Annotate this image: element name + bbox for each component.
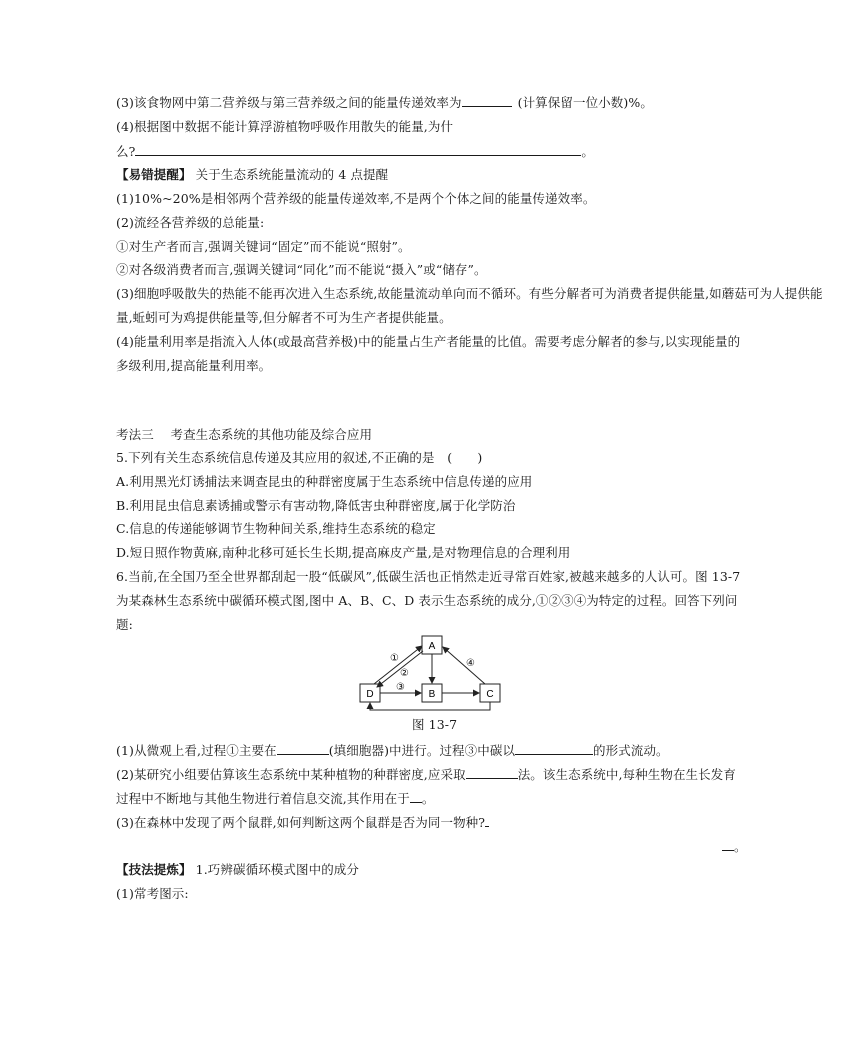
q6-sub2-text-b: 法。该生态系统中,每种生物在生长发育 (517, 767, 736, 782)
q6-sub2-text-c: 过程中不断地与其他生物进行着信息交流,其作用在于 (116, 791, 410, 806)
node-b-label: B (428, 689, 436, 700)
q5-option-b[interactable]: B.利用昆虫信息素诱捕或警示有害动物,降低害虫种群密度,属于化学防治 (116, 498, 516, 513)
q3-line (116, 94, 653, 111)
q6-sub2-text-d: 。 (421, 791, 435, 806)
q4-suffix: 。 (581, 144, 595, 159)
skill-subtitle: 1.巧辨碳循环模式图中的成分 (191, 862, 360, 877)
q3-text: (3)该食物网中第二营养级与第三营养级之间的能量传递效率为 (116, 95, 462, 110)
tip-line-7: (4)能量利用率是指流入人体(或最高营养极)中的能量占生产者能量的比值。需要考虑分解者的参与,以实现能量的 (116, 334, 741, 349)
skill-title: 【技法提炼】 (116, 862, 192, 877)
tip-line-4: ②对各级消费者而言,强调关键词“同化”而不能说“摄入”或“储存”。 (116, 262, 487, 277)
q6-sub3-blank-start[interactable] (485, 814, 489, 827)
node-a-label: A (428, 641, 436, 652)
q6-sub2-text-a: (2)某研究小组要估算该生态系统中某种植物的种群密度,应采取 (116, 767, 466, 782)
q6-line-2: 为某森林生态系统中碳循环模式图,图中 A、B、C、D 表示生态系统的成分,①②③④为特定的过程。回答下列问 (116, 593, 738, 608)
q6-sub3-text: (3)在森林中发现了两个鼠群,如何判断这两个鼠群是否为同一物种? (116, 815, 486, 830)
arrow-c-to-a (443, 647, 485, 684)
process-4-label: ④ (466, 658, 475, 669)
q6-sub1-blank-2[interactable] (515, 742, 593, 755)
q6-sub3-end (722, 838, 747, 855)
skill-title-line (116, 862, 359, 878)
q6-sub1-text-b: (填细胞器)中进行。过程③中碳以 (328, 743, 516, 758)
tip-line-6: 量,蚯蚓可为鸡提供能量等,但分解者不可为生产者提供能量。 (116, 310, 452, 325)
q4-answer-blank[interactable] (135, 143, 581, 156)
q6-sub2-line-2 (116, 790, 434, 807)
tip-title: 【易错提醒】 (116, 167, 192, 182)
q6-sub1-text-a: (1)从微观上看,过程①主要在 (116, 743, 277, 758)
q6-sub3-blank-end[interactable] (722, 838, 734, 851)
process-1-label: ① (390, 653, 399, 664)
q5-stem: 5.下列有关生态系统信息传递及其应用的叙述,不正确的是 ( ) (116, 450, 483, 465)
node-c-label: C (486, 689, 494, 700)
q3-suffix: (计算保留一位小数)%。 (517, 95, 653, 110)
q3-answer-blank[interactable] (462, 94, 512, 107)
q5-option-a[interactable]: A.利用黑光灯诱捕法来调查昆虫的种群密度属于生态系统中信息传递的应用 (116, 474, 533, 489)
arrow-d-to-a (374, 646, 422, 684)
figure-caption: 图 13-7 (412, 717, 458, 732)
arrow-c-to-d (370, 702, 490, 710)
q6-sub1-text-c: 的形式流动。 (593, 743, 669, 758)
q4-line-2 (116, 143, 594, 160)
q4-line-1: (4)根据图中数据不能计算浮游植物呼吸作用散失的能量,为什 (116, 119, 454, 134)
tip-subtitle: 关于生态系统能量流动的 4 点提醒 (191, 167, 389, 182)
process-3-label: ③ (396, 682, 405, 693)
tip-title-line (116, 167, 388, 183)
skill-line-1: (1)常考图示: (116, 886, 189, 901)
q6-sub1 (116, 742, 669, 759)
q6-sub3-end-text: 。 (734, 839, 747, 854)
section-heading: 考法三 考查生态系统的其他功能及综合应用 (116, 427, 373, 442)
tip-line-8: 多级利用,提高能量利用率。 (116, 358, 272, 373)
tip-line-5: (3)细胞呼吸散失的热能不能再次进入生态系统,故能量流动单向而不循环。有些分解者可为消费者提供能量,如蘑菇可为人提供能 (116, 286, 823, 301)
tip-line-1: (1)10%~20%是相邻两个营养级的能量传递效率,不是两个个体之间的能量传递效率。 (116, 191, 596, 206)
q6-line-1: 6.当前,在全国乃至全世界都刮起一股“低碳风”,低碳生活也正悄然走近寻常百姓家,被越来越多的人认可。图 13-7 (116, 569, 741, 584)
node-d-label: D (366, 689, 374, 700)
q5-option-d[interactable]: D.短日照作物黄麻,南种北移可延长生长期,提高麻皮产量,是对物理信息的合理利用 (116, 545, 571, 560)
tip-line-3: ①对生产者而言,强调关键词“固定”而不能说“照射”。 (116, 239, 411, 254)
tip-line-2: (2)流经各营养级的总能量: (116, 215, 265, 230)
q6-sub2-blank-1[interactable] (466, 766, 518, 779)
carbon-cycle-diagram (350, 630, 510, 716)
q6-line-3: 题: (116, 617, 133, 632)
q6-sub1-blank-1[interactable] (277, 742, 329, 755)
q6-sub3-line (116, 814, 489, 831)
q5-option-c[interactable]: C.信息的传递能够调节生物种间关系,维持生态系统的稳定 (116, 521, 436, 536)
q6-sub2-line-1 (116, 766, 736, 783)
q4-prefix: 么? (116, 144, 136, 159)
process-2-label: ② (400, 668, 409, 679)
q6-sub2-blank-2[interactable] (410, 790, 422, 803)
